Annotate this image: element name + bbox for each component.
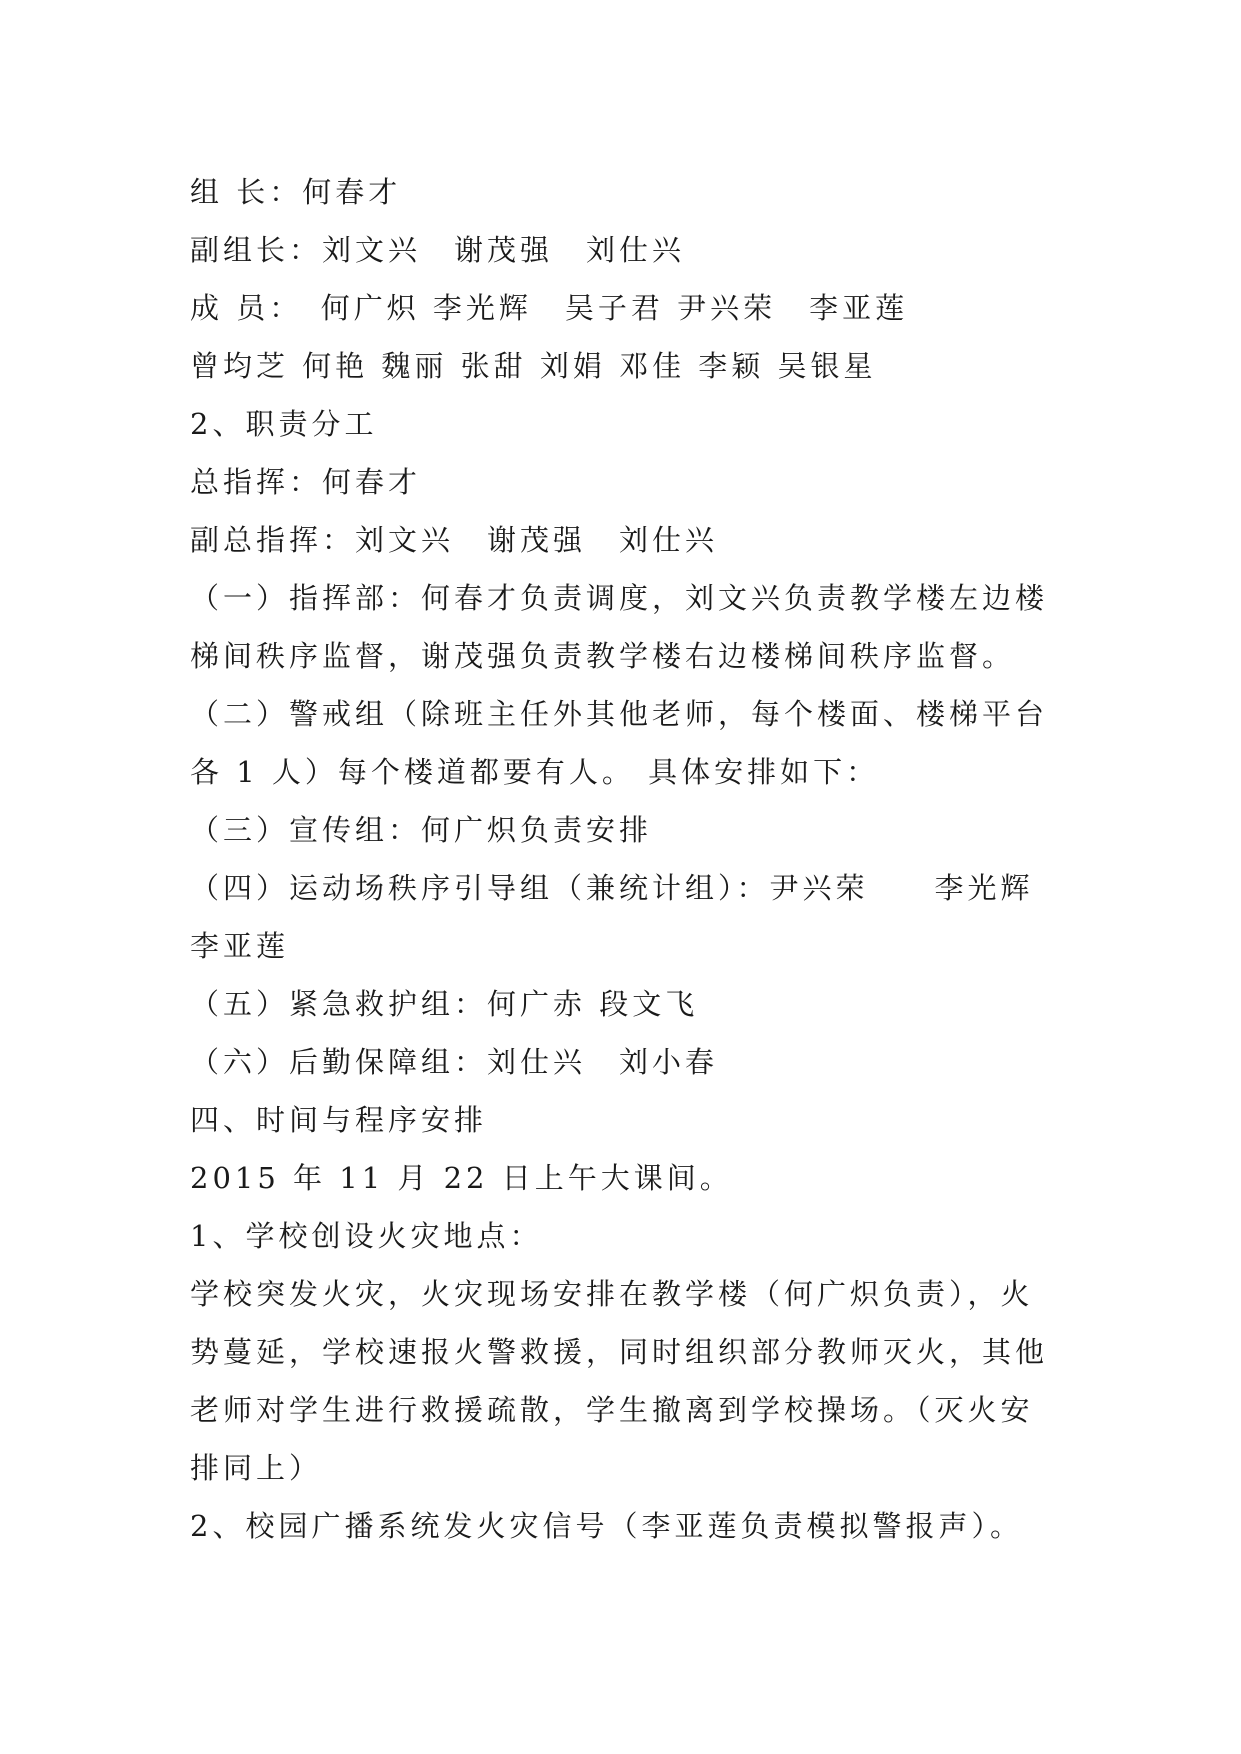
fire-scenario-line-2: 势蔓延，学校速报火警救援，同时组织部分教师灭火，其他	[190, 1335, 1049, 1369]
members-continued-line: 曾均芝 何艳 魏丽 张甜 刘娟 邓佳 李颖 吴银星	[190, 349, 877, 383]
command-post-line-1: （一）指挥部：何春才负责调度，刘文兴负责教学楼左边楼	[190, 581, 1049, 615]
date-line: 2015 年 11 月 22 日上午大课间。	[190, 1161, 733, 1195]
broadcast-signal-line: 2、校园广播系统发火灾信号（李亚莲负责模拟警报声）。	[190, 1509, 1023, 1543]
command-post-line-2: 梯间秩序监督，谢茂强负责教学楼右边楼梯间秩序监督。	[190, 639, 1016, 673]
commander-line: 总指挥：何春才	[190, 465, 422, 499]
fire-scenario-line-1: 学校突发火灾，火灾现场安排在教学楼（何广炽负责），火	[190, 1277, 1034, 1311]
publicity-group-line: （三）宣传组：何广炽负责安排	[190, 813, 653, 847]
guard-group-line-1: （二）警戒组（除班主任外其他老师，每个楼面、楼梯平台	[190, 697, 1049, 731]
group-leader-line: 组 长：何春才	[190, 175, 402, 209]
fire-scenario-line-3: 老师对学生进行救援疏散，学生撤离到学校操场。（灭火安	[190, 1393, 1034, 1427]
section-heading-duties: 2、职责分工	[190, 407, 378, 441]
document-body	[190, 163, 1060, 1555]
fire-location-heading: 1、学校创设火灾地点：	[190, 1219, 543, 1253]
sports-field-group-line-2: 李亚莲	[190, 929, 290, 963]
deputy-leader-line: 副组长：刘文兴 谢茂强 刘仕兴	[190, 233, 686, 267]
members-line: 成 员： 何广炽 李光辉 吴子君 尹兴荣 李亚莲	[190, 291, 909, 325]
sports-field-group-line-1: （四）运动场秩序引导组（兼统计组）：尹兴荣 李光辉	[190, 871, 1034, 905]
fire-scenario-line-4: 排同上）	[190, 1451, 323, 1485]
rescue-group-line: （五）紧急救护组：何广赤 段文飞	[190, 987, 699, 1021]
deputy-commander-line: 副总指挥：刘文兴 谢茂强 刘仕兴	[190, 523, 719, 557]
section-heading-schedule: 四、时间与程序安排	[190, 1103, 488, 1137]
guard-group-line-2: 各 1 人）每个楼道都要有人。 具体安排如下：	[190, 755, 880, 789]
logistics-group-line: （六）后勤保障组：刘仕兴 刘小春	[190, 1045, 719, 1079]
